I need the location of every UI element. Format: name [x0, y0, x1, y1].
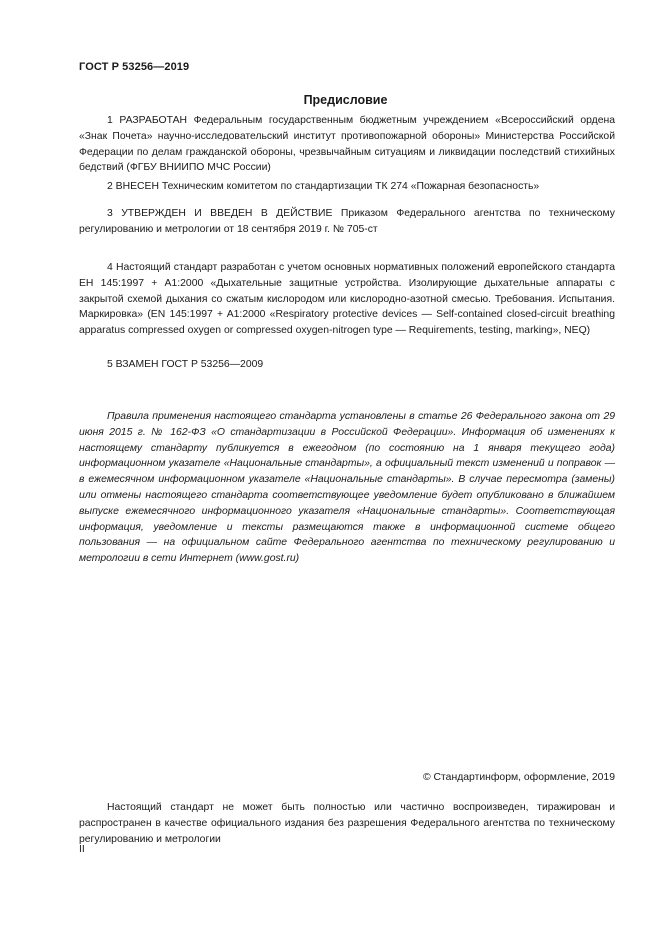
copyright-notice: © Стандартинформ, оформление, 2019 [422, 772, 615, 783]
page-number: II [79, 844, 85, 855]
reproduction-notice: Настоящий стандарт не может быть полностью или частично воспроизведен, тиражирован и распространен в качестве официального издания без разрешения Федерального агентства по техническому регулированию и метрологии [79, 802, 615, 845]
page-title: Предисловие [303, 93, 388, 107]
document-id: ГОСТ Р 53256—2019 [79, 61, 190, 73]
paragraph-2: 2 ВНЕСЕН Техническим комитетом по стандартизации ТК 274 «Пожарная безопасность» [107, 181, 540, 192]
paragraph-1: 1 РАЗРАБОТАН Федеральным государственным бюджетным учреждением «Всероссийский ордена «Знак Почета» научно-исследовательский институт противопожарной обороны» Министерства Российской Федерации по делам гражданской обороны, чрезвычайным ситуациям и ликвидации последствий стихийных бедствий (ФГБУ ВНИИПО МЧС России) [79, 115, 615, 174]
paragraph-4: 4 Настоящий стандарт разработан с учетом основных нормативных положений европейского стандарта ЕН 145:1997 + А1:2000 «Дыхательные защитные устройства. Изолирующие дыхательные аппараты с закрытой схемой дыхания со сжатым кислородом или кислородно-азотной смесью. Требования. Испытания. Маркировка» (EN 145:1997 + A1:2000 «Respiratory protective devices — Self-contained closed-circuit breathing apparatus compressed oxygen or compressed oxygen-nitrogen type — Requirements, testing, marking», NEQ) [79, 262, 615, 337]
paragraph-5: 5 ВЗАМЕН ГОСТ Р 53256—2009 [107, 359, 264, 370]
paragraph-3: 3 УТВЕРЖДЕН И ВВЕДЕН В ДЕЙСТВИЕ Приказом Федерального агентства по техническому регулированию и метрологии от 18 сентября 2019 г. № 705-ст [79, 208, 615, 235]
application-rules-notice: Правила применения настоящего стандарта установлены в статье 26 Федерального закона от 29 июня 2015 г. № 162-ФЗ «О стандартизации в Российской Федерации». Информация об изменениях к настоящему стандарту публикуется в ежегодном (по состоянию на 1 января текущего года) информационном указателе «Национальные стандарты», а официальный текст изменений и поправок — в ежемесячном информационном указателе «Национальные стандарты». В случае пересмотра (замены) или отмены настоящего стандарта соответствующее уведомление будет опубликовано в ближайшем выпуске ежемесячного информационного указателя «Национальные стандарты». Соответствующая информация, уведомление и тексты размещаются также в информационной системе общего пользования — на официальном сайте Федерального агентства по техническому регулированию и метрологии в сети Интернет (www.gost.ru) [79, 411, 615, 565]
